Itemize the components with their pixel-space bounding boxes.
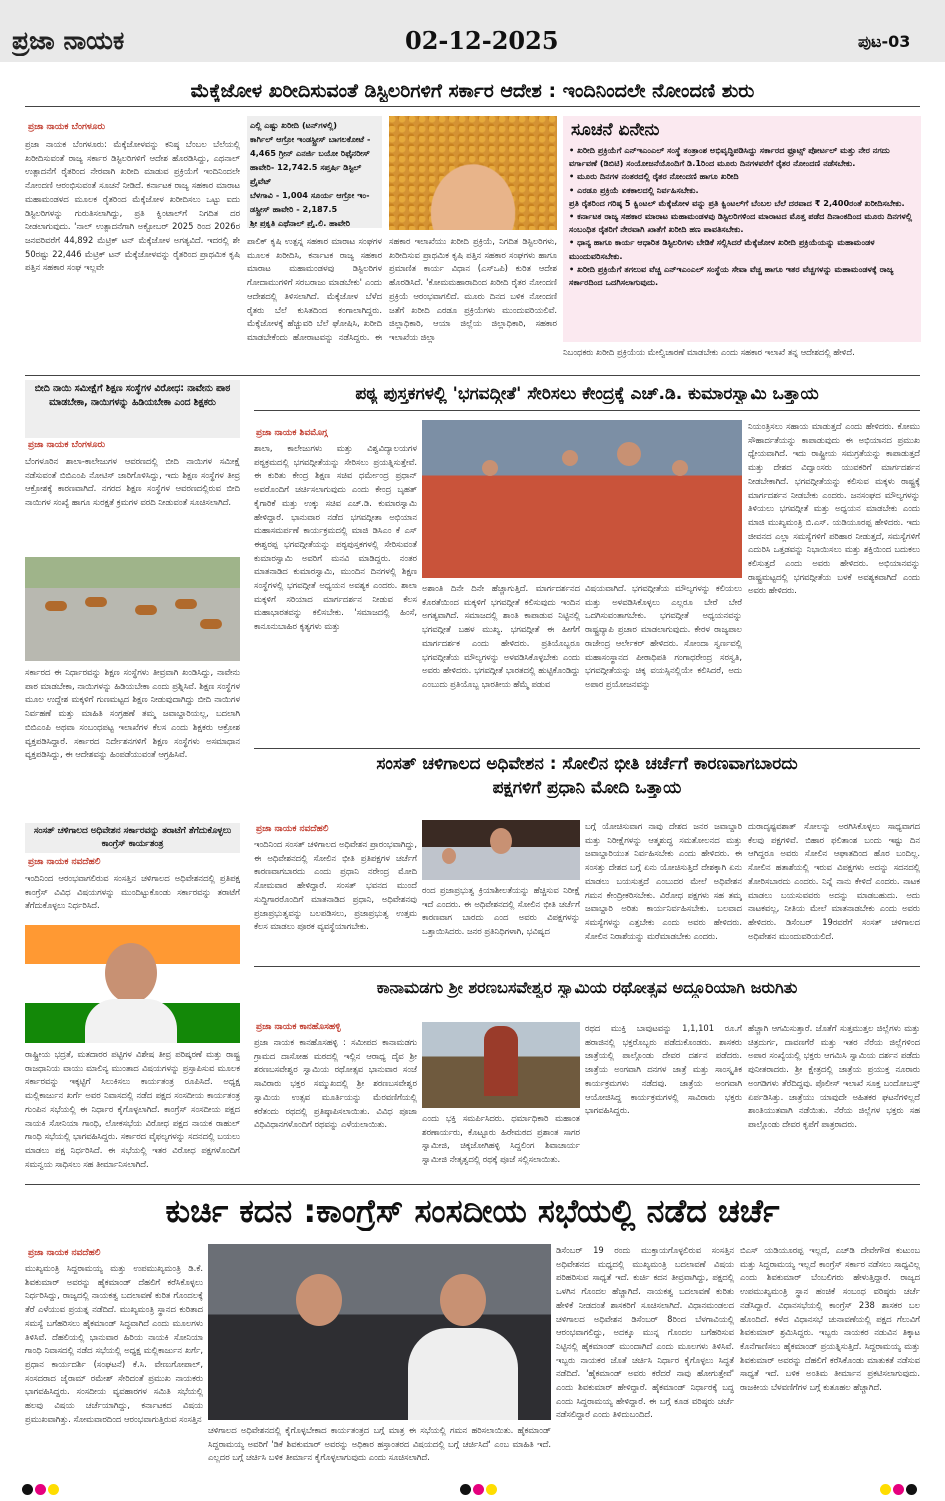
notes-list	[563, 144, 921, 289]
dogs-para1: ಬೆಂಗಳೂರಿನ ಶಾಲಾ-ಕಾಲೇಜುಗಳ ಆವರಣದಲ್ಲಿ ಬೀದಿ ನಾಯಿಗಳ ಸಮೀಕ್ಷೆ ನಡೆಸುವಂತೆ ಬಿಬಿಎಂಪಿ ನೋಟಿಸ್ ಜಾರಿಗೊಳಿಸಿದ್ದು, ಇದು ಶಿಕ್ಷಣ ಸಂಸ್ಥೆಗಳ ತೀವ್ರ ಆಕ್ರೋಶಕ್ಕೆ ಕಾರಣವಾಗಿದೆ. ನಗರದ ಶಿಕ್ಷಣ ಸಂಸ್ಥೆಗಳ ಆವರಣದಲ್ಲಿರುವ ಬೀದಿ ನಾಯಿಗಳ ಸಂಖ್ಯೆ ಹಾಗೂ ಸುರಕ್ಷತೆ ಕ್ರಮಗಳ ವರದಿ ನೀಡುವಂತೆ ಸೂಚಿಸಲಾಗಿದೆ.	[25, 456, 240, 508]
modi-photo	[422, 820, 580, 880]
maize-tail: ನಿಬಂಧಕರು ಖರೀದಿ ಪ್ರಕ್ರಿಯೆಯ ಮೇಲ್ವಿಚಾರಣೆ ಮಾಡಬೇಕು ಎಂದು ಸಹಕಾರ ಇಲಾಖೆ ತನ್ನ ಆದೇಶದಲ್ಲಿ ಹೇಳಿದೆ.	[563, 347, 855, 357]
note-item: ಪ್ರತಿ ರೈತರಿಂದ ಗರಿಷ್ಠ 5 ಕ್ವಿಂಟಲ್ ಮೆಕ್ಕೆಜೋಳ ವನ್ನು ಪ್ರತಿ ಕ್ವಿಂಟಲ್‌ಗೆ ಬೆಂಬಲ ಬೆಲೆ ದರವಾದ ₹ 2,400ರಂತೆ ಖರೀದಿಸಬೇಕು.	[569, 197, 905, 208]
maize-col2: ಪಾಲಿಕ್ ಕೃಷಿ ಉತ್ಪನ್ನ ಸಹಕಾರ ಮಾರಾಟ ಸಂಘಗಳ ಮೂಲಕ ಖರೀದಿಸಿ, ಕರ್ನಾಟಕ ರಾಜ್ಯ ಸಹಕಾರ ಮಾರಾಟ ಮಹಾಮಂಡಳವು ಡಿಸ್ಟಿಲರಿಗಳ ಗೋದಾಮುಗಳಿಗೆ ಸರಬರಾಜು ಮಾಡಬೇಕು' ಎಂದು ಆದೇಶದಲ್ಲಿ ತಿಳಿಸಲಾಗಿದೆ. ಮೆಕ್ಕೆಜೋಳ ಬೆಳೆದ ರೈತರು ಬೆಲೆ ಕುಸಿತದಿಂದ ಕಂಗಾಲಾಗಿದ್ದರು. ಮೆಕ್ಕೆಜೋಳಕ್ಕೆ ಹೆಚ್ಚುವರಿ ಬೆಲೆ ಘೋಷಿಸಿ, ಖರೀದಿ ಮಾಡಬೇಕೆಂದು ಹೋರಾಟವನ್ನು ನಡೆಸಿದ್ದರು. ಈ	[247, 236, 382, 342]
note-item: • ಖರೀದಿ ಪ್ರಕ್ರಿಯೆಗೆ ತಗಲುವ ವೆಚ್ಚ ಎನ್‌ಇಎಂಎಲ್ ಸಂಸ್ಥೆಯ ಸೇವಾ ವೆಚ್ಚ ಹಾಗೂ ಇತರ ವೆಚ್ಚಗಳನ್ನು ಮಹಾಮಂಡಳಕ್ಕೆ ರಾಜ್ಯ ಸರ್ಕಾರದಿಂದ ಒದಗಿಸಲಾಗುವುದು.	[569, 263, 894, 288]
gita-col2: ಅಶಾಂತಿ ದಿನೇ ದಿನೇ ಹೆಚ್ಚಾಗುತ್ತಿದೆ. ಮಾರ್ಗದರ್ಶನದ ಕೊರತೆಯಿಂದ ಮಕ್ಕಳಿಗೆ ಭಗವದ್ಗೀತೆ ಕಲಿಸುವುದು ಇಂದಿನ ಅಗತ್ಯವಾಗಿದೆ. ಸಮಾಜದಲ್ಲಿ ಶಾಂತಿ ಕಾಪಾಡುವ ನಿಟ್ಟಿನಲ್ಲಿ ಭಗವದ್ಗೀತೆ ಬಹಳ ಮುಖ್ಯ. ಭಗವದ್ಗೀತೆ ಈ ಹೀಗೆಗೆ ಮಾರ್ಗದರ್ಶಕ ಎಂದು ಹೇಳಿದರು. ಪ್ರತಿಯೊಬ್ಬರೂ ಭಗವದ್ಗೀತೆಯ ಮೌಲ್ಯಗಳನ್ನು ಅಳವಡಿಸಿಕೊಳ್ಳಬೇಕು ಎಂದು ಅವರು ಹೇಳಿದರು. ಭಗವದ್ಗೀತೆ ಭಾರತದಲ್ಲಿ ಹುಟ್ಟಿಕೊಂಡಿದ್ದು ಎಂಬುದು ಪ್ರತಿಯೊಬ್ಬ ಭಾರತೀಯ ಹೆಮ್ಮೆ ಪಡುವ	[422, 583, 580, 689]
kurchi-col4: ಬಿಎಸ್ ಯಡಿಯೂರಪ್ಪ ಇಲ್ಲದೆ, ಎಚ್‌ಡಿ ದೇವೇಗೌಡ ಕುಟುಂಬ ಮತ್ತು ಸಿದ್ದರಾಮಯ್ಯ ಇಲ್ಲದೆ ಕಾಂಗ್ರೆಸ್ ಸರ್ಕಾರ ನಡೆಸಲು ಸಾಧ್ಯವಿಲ್ಲ ಎಂದು ಶಿವಕುಮಾರ್ ಬೆಂಬಲಿಗರು ಹೇಳುತ್ತಿದ್ದಾರೆ. ರಾಜ್ಯದ ಉಪಮುಖ್ಯಮಂತ್ರಿ ಸ್ಥಾನ ಹಂಚಿಕೆ ಸಂಬಂಧ ವರಿಷ್ಠರು ಚರ್ಚೆ ನಡೆಸಿದ್ದಾರೆ. ವಿಧಾನಸಭೆಯಲ್ಲಿ ಕಾಂಗ್ರೆಸ್ 238 ಶಾಸಕರ ಬಲ ಹೊಂದಿದೆ. ಕಳೆದ ವಿಧಾನಸಭೆ ಚುನಾವಣೆಯಲ್ಲಿ ಪಕ್ಷದ ಗೆಲುವಿಗೆ ಶಿವಕುಮಾರ್ ಶ್ರಮಿಸಿದ್ದರು. ಇಬ್ಬರು ನಾಯಕರ ನಡುವಿನ ತಿಕ್ಕಾಟ ಕೊನೆಗಾಣಿಸಲು ಹೈಕಮಾಂಡ್ ಪ್ರಯತ್ನಿಸುತ್ತಿದೆ. ಸಿದ್ದರಾಮಯ್ಯ ಮತ್ತು ಶಿವಕುಮಾರ್ ಅವರನ್ನು ದೆಹಲಿಗೆ ಕರೆಸಿಕೊಂಡು ಮಾತುಕತೆ ನಡೆಸುವ ಸಾಧ್ಯತೆ ಇದೆ. ಬಳಿಕ ಅಂತಿಮ ತೀರ್ಮಾನ ಪ್ರಕಟಿಸಲಾಗುವುದು. ರಾಜಕೀಯ ಬೆಳವಣಿಗೆಗಳ ಬಗ್ಗೆ ಕುತೂಹಲ ಹೆಚ್ಚಾಗಿದೆ.	[740, 1245, 920, 1393]
session-col1: ಇಂದಿನಿಂದ ಸಂಸತ್ ಚಳಿಗಾಲದ ಅಧಿವೇಶನ ಪ್ರಾರಂಭವಾಗಿದ್ದು, ಈ ಅಧಿವೇಶನದಲ್ಲಿ ಸೋಲಿನ ಭೀತಿ ಪ್ರತಿಪಕ್ಷಗಳ ಚರ್ಚೆಗೆ ಕಾರಣವಾಗಬಾರದು ಎಂದು ಪ್ರಧಾನಿ ನರೇಂದ್ರ ಮೋದಿ ಸೋಮವಾರ ಹೇಳಿದ್ದಾರೆ. ಸಂಸತ್ ಭವನದ ಮುಂದೆ ಸುದ್ದಿಗಾರರೊಂದಿಗೆ ಮಾತನಾಡಿದ ಪ್ರಧಾನಿ, ಅಧಿವೇಶನವು ಪ್ರಜಾಪ್ರಭುತ್ವವನ್ನು ಬಲಪಡಿಸಲು, ಪ್ರಜಾಪ್ರಭುತ್ವ ಉತ್ತಮ ಕೆಲಸ ಮಾಡಲು ಪೂರಕ ವ್ಯವಸ್ಥೆಯಾಗಬೇಕು.	[254, 839, 417, 932]
reg-dot	[35, 1484, 46, 1495]
reg-dot	[22, 1484, 33, 1495]
dogs-byline: ಪ್ರಜಾ ನಾಯಕ ಬೆಂಗಳೂರು	[28, 440, 106, 450]
chariot-byline: ಪ್ರಜಾ ನಾಯಕ ಕಾನಹೊಸಹಳ್ಳಿ	[256, 1022, 341, 1032]
reg-dot	[906, 1484, 917, 1495]
divider	[25, 375, 920, 376]
dogs-photo	[25, 557, 240, 661]
stat-line: ಕಾರ್ಗಿಲ್ ಆಗ್ರೋ ಇಂಡಸ್ಟ್ರೀಸ್ ಬಾಗಲಕೋಟೆ -	[250, 134, 371, 144]
congress-para1: ಇಂದಿನಿಂದ ಆರಂಭವಾಗಲಿರುವ ಸಂಸತ್ತಿನ ಚಳಿಗಾಲದ ಅಧಿವೇಶನದಲ್ಲಿ ಪ್ರತಿಪಕ್ಷ ಕಾಂಗ್ರೆಸ್ ವಿವಿಧ ವಿಷಯಗಳನ್ನು ಮುಂದಿಟ್ಟುಕೊಂಡು ಸರ್ಕಾರವನ್ನು ತರಾಟೆಗೆ ತೆಗೆದುಕೊಳ್ಳಲು ನಿರ್ಧರಿಸಿದೆ.	[25, 873, 240, 911]
divider	[254, 966, 920, 967]
kharge-photo	[25, 925, 240, 1043]
congress-para2: ರಾಷ್ಟ್ರೀಯ ಭದ್ರತೆ, ಮತದಾರರ ಪಟ್ಟಿಗಳ ವಿಶೇಷ ತೀವ್ರ ಪರಿಷ್ಕರಣೆ ಮತ್ತು ರಾಷ್ಟ್ರ ರಾಜಧಾನಿಯ ವಾಯು ಮಾಲಿನ್ಯ ಮುಂತಾದ ವಿಷಯಗಳನ್ನು ಪ್ರಸ್ತಾಪಿಸುವ ಮೂಲಕ ಸರ್ಕಾರವನ್ನು ಇಕ್ಕಟ್ಟಿಗೆ ಸಿಲುಕಿಸಲು ಕಾರ್ಯತಂತ್ರ ರೂಪಿಸಿದೆ. ಅಧ್ಯಕ್ಷ ಮಲ್ಲಿಕಾರ್ಜುನ ಖರ್ಗೆ ಅವರ ನಿವಾಸದಲ್ಲಿ ನಡೆದ ಪಕ್ಷದ ಸಂಸದೀಯ ಕಾರ್ಯತಂತ್ರ ಗುಂಪಿನ ಸಭೆಯಲ್ಲಿ ಈ ನಿರ್ಧಾರ ಕೈಗೊಳ್ಳಲಾಗಿದೆ. ಕಾಂಗ್ರೆಸ್ ಸಂಸದೀಯ ಪಕ್ಷದ ನಾಯಕಿ ಸೋನಿಯಾ ಗಾಂಧಿ, ಲೋಕಸಭೆಯ ವಿರೋಧ ಪಕ್ಷದ ನಾಯಕ ರಾಹುಲ್ ಗಾಂಧಿ ಸಭೆಯಲ್ಲಿ ಭಾಗವಹಿಸಿದ್ದರು. ಸರ್ಕಾರದ ವೈಫಲ್ಯಗಳನ್ನು ಸದನದಲ್ಲಿ ಬಯಲು ಮಾಡಲು ಪಕ್ಷ ನಿರ್ಧರಿಸಿದೆ. ಈ ಸಭೆಯಲ್ಲಿ ಇತರ ವಿರೋಧ ಪಕ್ಷಗಳೊಂದಿಗೆ ಸಮನ್ವಯ ಸಾಧಿಸಲು ಸಹ ತೀರ್ಮಾನಿಸಲಾಗಿದೆ.	[25, 1049, 240, 1169]
note-item: • ಎರಡೂ ಪ್ರಕ್ರಿಯೆ ಏಕಕಾಲದಲ್ಲಿ ನಿರ್ವಹಿಸಬೇಕು.	[569, 184, 699, 195]
kurchi-col1: ಮುಖ್ಯಮಂತ್ರಿ ಸಿದ್ದರಾಮಯ್ಯ ಮತ್ತು ಉಪಮುಖ್ಯಮಂತ್ರಿ ಡಿ.ಕೆ. ಶಿವಕುಮಾರ್ ಅವರನ್ನು ಹೈಕಮಾಂಡ್ ದೆಹಲಿಗೆ ಕರೆಸಿಕೊಳ್ಳಲು ನಿರ್ಧರಿಸಿದ್ದು, ರಾಜ್ಯದಲ್ಲಿ ನಾಯಕತ್ವ ಬದಲಾವಣೆ ಕುರಿತ ಗೊಂದಲಕ್ಕೆ ತೆರೆ ಎಳೆಯುವ ಪ್ರಯತ್ನ ನಡೆದಿದೆ. ಮುಖ್ಯಮಂತ್ರಿ ಸ್ಥಾನದ ಕುರಿತಾದ ಸಮಸ್ಯೆ ಬಗೆಹರಿಸಲು ಹೈಕಮಾಂಡ್ ಸಿದ್ಧವಾಗಿದೆ ಎಂದು ಮೂಲಗಳು ತಿಳಿಸಿವೆ. ದೆಹಲಿಯಲ್ಲಿ ಭಾನುವಾರ ಹಿರಿಯ ನಾಯಕಿ ಸೋನಿಯಾ ಗಾಂಧಿ ನಿವಾಸದಲ್ಲಿ ನಡೆದ ಸಭೆಯಲ್ಲಿ ಅಧ್ಯಕ್ಷ ಮಲ್ಲಿಕಾರ್ಜುನ ಖರ್ಗೆ, ಪ್ರಧಾನ ಕಾರ್ಯದರ್ಶಿ (ಸಂಘಟನೆ) ಕೆ.ಸಿ. ವೇಣುಗೋಪಾಲ್, ಸಂಸದರಾದ ಜೈರಾಮ್ ರಮೇಶ್ ಸೇರಿದಂತೆ ಪ್ರಮುಖ ನಾಯಕರು ಭಾಗವಹಿಸಿದ್ದರು. ಸಂಸದೀಯ ವ್ಯವಹಾರಗಳ ಸಮಿತಿ ಸಭೆಯಲ್ಲಿ ಹಲವು ವಿಷಯ ಚರ್ಚೆಯಾಗಿದ್ದು, ಕರ್ನಾಟಕದ ವಿಷಯ ಪ್ರಮುಖವಾಗಿತ್ತು. ಸೋಮವಾರದಿಂದ ಆರಂಭವಾಗುತ್ತಿರುವ ಸಂಸತ್ತಿನ	[25, 1263, 203, 1424]
session-headline-2: ಪಕ್ಷಗಳಿಗೆ ಪ್ರಧಾನಿ ಮೋದಿ ಒತ್ತಾಯ	[492, 778, 682, 798]
gita-byline: ಪ್ರಜಾ ನಾಯಕ ಶಿವಮೊಗ್ಗ	[256, 428, 328, 438]
reg-dot	[880, 1484, 891, 1495]
congress-headline-box	[25, 823, 240, 853]
stat-line: 4,465 ಗ್ರೀನ್ ಎನರ್ಜಿ ಬಯೋ ರಿಫೈನರೀಸ್	[250, 148, 370, 158]
maize-stat-list	[247, 116, 382, 228]
newspaper-name: ಪ್ರಜಾ ನಾಯಕ	[12, 26, 125, 55]
maize-stat-box	[247, 116, 382, 228]
kurchi-headline: ಕುರ್ಚಿ ಕದನ :ಕಾಂಗ್ರೆಸ್ ಸಂಸದೀಯ ಸಭೆಯಲ್ಲಿ ನಡೆದ ಚರ್ಚೆ	[165, 1192, 780, 1230]
divider	[25, 1184, 920, 1185]
dogs-headline-box	[25, 380, 240, 438]
stat-line: ಡಸ್ಟ್ರೀಸ್ ಹಾವೇರಿ - 2,187.5	[250, 204, 338, 214]
chariot-photo	[422, 1022, 580, 1108]
kurchi-caption: ಚಳಿಗಾಲದ ಅಧಿವೇಶನದಲ್ಲಿ ಕೈಗೊಳ್ಳಬೇಕಾದ ಕಾರ್ಯತಂತ್ರದ ಬಗ್ಗೆ ಮಾತ್ರ ಈ ಸಭೆಯಲ್ಲಿ ಗಮನ ಹರಿಸಲಾಯಿತು. ಹೈಕಮಾಂಡ್ ಸಿದ್ದರಾಮಯ್ಯ ಅವರಿಗೆ 'ಡಿಕೆ ಶಿವಕುಮಾರ್ ಅವರನ್ನು ಅಧಿಕಾರ ಹಸ್ತಾಂತರದ ವಿಷಯದಲ್ಲಿ ಬಗ್ಗೆ ಚರ್ಚಿಸಿದೆ' ಎಂಬ ಮಾಹಿತಿ ಇದೆ. ಎಲ್ಲದರ ಬಗ್ಗೆ ಚರ್ಚಿಸಿ ಬಳಿಕ ತೀರ್ಮಾನ ಕೈಗೊಳ್ಳಲಾಗುವುದು ಎಂದು ಸೂಚಿಸಲಾಗಿದೆ.	[208, 1425, 551, 1463]
stat-line: ಬೆಳಗಾವಿ - 1,004 ಸೂರ್ಯ ಆಗ್ರೋ ಇಂ-	[250, 190, 370, 200]
reg-dot	[486, 1484, 497, 1495]
gita-headline: ಪಠ್ಯ ಪುಸ್ತಕಗಳಲ್ಲಿ 'ಭಗವದ್ಗೀತೆ' ಸೇರಿಸಲು ಕೇಂದ್ರಕ್ಕೆ ಎಚ್.ಡಿ. ಕುಮಾರಸ್ವಾಮಿ ಒತ್ತಾಯ	[355, 384, 819, 404]
kurchi-col3: ಡಿಸೆಂಬರ್ 19 ರಂದು ಮುಕ್ತಾಯಗೊಳ್ಳಲಿರುವ ಸಂಸತ್ತಿನ ಅಧಿವೇಶನದ ಮಧ್ಯದಲ್ಲಿ ಮುಖ್ಯಮಂತ್ರಿ ಬದಲಾವಣೆ ವಿಷಯ ಪರಿಹರಿಸುವ ಸಾಧ್ಯತೆ ಇದೆ. ಕುರ್ಚಿ ಕದನ ತೀವ್ರವಾಗಿದ್ದು, ಪಕ್ಷದಲ್ಲಿ ಒಳಗಿನ ಗೊಂದಲ ಹೆಚ್ಚಾಗಿದೆ. ನಾಯಕತ್ವ ಬದಲಾವಣೆ ಕುರಿತು ಹೇಳಿಕೆ ನೀಡದಂತೆ ಶಾಸಕರಿಗೆ ಸೂಚಿಸಲಾಗಿದೆ. ವಿಧಾನಮಂಡಲದ ಚಳಿಗಾಲದ ಅಧಿವೇಶನ ಡಿಸೆಂಬರ್ 8ರಿಂದ ಬೆಳಗಾವಿಯಲ್ಲಿ ಆರಂಭವಾಗಲಿದ್ದು, ಅದಕ್ಕೂ ಮುನ್ನ ಗೊಂದಲ ಬಗೆಹರಿಸುವ ನಿಟ್ಟಿನಲ್ಲಿ ಹೈಕಮಾಂಡ್ ಮುಂದಾಗಿದೆ ಎಂದು ಮೂಲಗಳು ತಿಳಿಸಿವೆ. ಇಬ್ಬರು ನಾಯಕರ ಜೊತೆ ಚರ್ಚಿಸಿ ನಿರ್ಧಾರ ಕೈಗೊಳ್ಳಲು ಸಿದ್ಧತೆ ನಡೆದಿದೆ. 'ಹೈಕಮಾಂಡ್ ಅವರು ಕರೆದರೆ ನಾವು ಹೋಗುತ್ತೇವೆ' ಎಂದು ಶಿವಕುಮಾರ್ ಹೇಳಿದ್ದಾರೆ. ಹೈಕಮಾಂಡ್ ನಿರ್ಧಾರಕ್ಕೆ ಬದ್ಧ ಎಂದು ಸಿದ್ದರಾಮಯ್ಯ ಹೇಳಿದ್ದಾರೆ. ಈ ಬಗ್ಗೆ ಕೂಡ ವರಿಷ್ಠರು ಚರ್ಚೆ ನಡೆಸಲಿದ್ದಾರೆ ಎಂದು ತಿಳಿದುಬಂದಿದೆ.	[556, 1245, 734, 1420]
session-col3: ಬಗ್ಗೆ ಯೋಚಿಸುವಾಗ ನಾವು ದೇಶದ ಜನರ ಜವಾಬ್ದಾರಿ ಮತ್ತು ನಿರೀಕ್ಷೆಗಳನ್ನು ಆತ್ಮಶುದ್ಧ ಸಮತೋಲನದ ಮತ್ತು ಜವಾಬ್ದಾರಿಯುತ ನಿರ್ವಹಿಸಬೇಕು ಎಂದು ಹೇಳಿದರು. ಈ ಸಂಸತ್ತು ದೇಶದ ಬಗ್ಗೆ ಏನು ಯೋಚಿಸುತ್ತಿದೆ ದೇಶಕ್ಕಾಗಿ ಏನು ಮಾಡಲು ಬಯಸುತ್ತದೆ ಎಂಬುದರ ಮೇಲೆ ಅಧಿವೇಶನ ಗಮನ ಕೇಂದ್ರೀಕರಿಸಬೇಕು. ವಿರೋಧ ಪಕ್ಷಗಳು ಸಹ ತಮ್ಮ ಜವಾಬ್ದಾರಿ ಅರಿತು ಕಾರ್ಯನಿರ್ವಹಿಸಬೇಕು. ಬಲವಾದ ಸಮಸ್ಯೆಗಳನ್ನು ಎತ್ತಬೇಕು ಎಂದು ಅವರು ಹೇಳಿದರು. ಸೋಲಿನ ನಿರಾಶೆಯನ್ನು ಮರೆಮಾಡಬೇಕು ಎಂದರು.	[585, 821, 742, 941]
note-item: • ಖರೀದಿ ಪ್ರಕ್ರಿಯೆಗೆ ಎನ್‌ಇಎಂಎಲ್ ಸಂಸ್ಥೆ ತಂತ್ರಾಂಶ ಅಭಿವೃದ್ಧಿಪಡಿಸಿದ್ದು ಸರ್ಕಾರದ ಫ್ರೂಟ್ಸ್ ಪೋರ್ಟಲ್ ಮತ್ತು ನೇರ ನಗದು ವರ್ಗಾವಣೆ (ಡಿಬಿಟಿ) ಸಂಯೋಜನೆಯೊಂದಿಗೆ ಡಿ.1ರಿಂದ ಮೂರು ದಿನಗಳವರೆಗೆ ರೈತರ ನೋಂದಣಿ ನಡೆಸಬೇಕು.	[569, 145, 890, 169]
gita-event-photo	[422, 420, 742, 578]
chariot-col1: ಪ್ರಜಾ ನಾಯಕ ಕಾನಹೊಸಹಳ್ಳಿ : ಸಮೀಪದ ಕಾನಾಮಡಗು ಗ್ರಾಮದ ದಾಸೋಹ ಮಠದಲ್ಲಿ ಇಲ್ಲಿನ ಆರಾಧ್ಯ ದೈವ ಶ್ರೀ ಶರಣಬಸವೇಶ್ವರ ಸ್ವಾಮಿಯ ರಥೋತ್ಸವ ಭಾನುವಾರ ಸಂಜೆ ಸಾವಿರಾರು ಭಕ್ತರ ಸಮ್ಮುಖದಲ್ಲಿ ಶ್ರೀ ಶರಣಬಸವೇಶ್ವರ ಸ್ವಾಮಿಯ ಉತ್ಸವ ಮೂರ್ತಿಯನ್ನು ಮೆರವಣಿಗೆಯಲ್ಲಿ ಕರೆತಂದು ರಥದಲ್ಲಿ ಪ್ರತಿಷ್ಠಾಪಿಸಲಾಯಿತು. ವಿವಿಧ ಪೂಜಾ ವಿಧಿವಿಧಾನಗಳೊಂದಿಗೆ ರಥವನ್ನು ಎಳೆಯಲಾಯಿತು.	[254, 1037, 417, 1130]
reg-dot	[893, 1484, 904, 1495]
session-col4: ದುರಾದೃಷ್ಟವಶಾತ್ ಸೋಲನ್ನು ಅರಗಿಸಿಕೊಳ್ಳಲು ಸಾಧ್ಯವಾಗದ ಕೆಲವು ಪಕ್ಷಗಳಿವೆ. ಬಿಹಾರ ಫಲಿತಾಂಶ ಬಂದು ಇಷ್ಟು ದಿನ ಆಗಿದ್ದರೂ ಅವರು ಸೋಲಿನ ಆಘಾತದಿಂದ ಹೊರ ಬಂದಿಲ್ಲ. ಸೋಲಿನ ಹತಾಶೆಯಲ್ಲಿ ಇರುವ ವಿಪಕ್ಷಗಳು ಅದನ್ನು ಸದನದಲ್ಲಿ ತೋರಿಸಬಾರದು ಎಂದರು. ನಿನ್ನೆ ನಾನು ಕೇಳಿದೆ ಎಂದರು. ನಾಟಕ ಮಾಡಲು ಬಯಸುವವರು ಅದನ್ನು ಮಾಡಬಹುದು. ಅದು ನಾಟಕವಲ್ಲ, ನೀತಿಯ ಮೇಲೆ ಮಾತನಾಡಬೇಕು ಎಂದು ಅವರು ಹೇಳಿದರು. ಡಿಸೆಂಬರ್ 19ರವರೆಗೆ ಸಂಸತ್ ಚಳಿಗಾಲದ ಅಧಿವೇಶನ ಮುಂದುವರಿಯಲಿದೆ.	[748, 821, 920, 941]
session-headline-1: ಸಂಸತ್ ಚಳಿಗಾಲದ ಅಧಿವೇಶನ : ಸೋಲಿನ ಭೀತಿ ಚರ್ಚೆಗೆ ಕಾರಣವಾಗಬಾರದು	[376, 754, 798, 774]
hand-shape	[389, 116, 557, 230]
gita-col4: ನಿಯಂತ್ರಿಸಲು ಸಹಾಯ ಮಾಡುತ್ತದೆ ಎಂದು ಹೇಳಿದರು. ಕೋಮು ಸೌಹಾರ್ದತೆಯನ್ನು ಕಾಪಾಡುವುದು ಈ ಅಭಿಯಾನದ ಪ್ರಮುಖ ಧ್ಯೇಯವಾಗಿದೆ. ಇದು ರಾಷ್ಟ್ರೀಯ ಸಮಗ್ರತೆಯನ್ನು ಕಾಪಾಡುತ್ತದೆ ಮತ್ತು ದೇಶದ ವಿದ್ವಾಂಸರು ಯುವಕರಿಗೆ ಮಾರ್ಗದರ್ಶನ ನೀಡಬೇಕಾಗಿದೆ. ಭಗವದ್ಗೀತೆಯನ್ನು ಕಲಿಸುವ ಮಕ್ಕಳು ರಾಷ್ಟ್ರಕ್ಕೆ ಮಾರ್ಗದರ್ಶನ ನೀಡಬೇಕು ಎಂದರು. ಜನಸಂಘದ ಮೌಲ್ಯಗಳನ್ನು ತಿಳಿಯಲು ಭಗವದ್ಗೀತೆ ಮತ್ತು ಅಧ್ಯಯನ ಮಾಡಬೇಕು ಎಂದು ಮಾಜಿ ಮುಖ್ಯಮಂತ್ರಿ ಬಿ.ಎಸ್. ಯಡಿಯೂರಪ್ಪ ಹೇಳಿದರು. ಇದು ಜೀವನದ ಎಲ್ಲಾ ಸಮಸ್ಯೆಗಳಿಗೆ ಪರಿಹಾರ ನೀಡುತ್ತದೆ, ಸಮಸ್ಯೆಗಳಿಗೆ ಎದುರಿಸಿ ಒತ್ತಡವನ್ನು ನಿಭಾಯಿಸಲು ಮತ್ತು ಶಕ್ತಿಯಿಂದ ಬದುಕಲು ಕಲಿಸುತ್ತದೆ ಎಂದು ಅವರು ಹೇಳಿದರು. ಅಭಿಯಾನವನ್ನು ರಾಷ್ಟ್ರಮಟ್ಟದಲ್ಲಿ ಭಗವದ್ಗೀತೆಯ ಬಳಕೆ ಅವಶ್ಯಕವಾಗಿದೆ ಎಂದು ಅವರು ಹೇಳಿದರು.	[748, 421, 920, 596]
issue-date: 02-12-2025	[405, 26, 559, 55]
leaders-photo	[208, 1244, 551, 1420]
stat-line: ಎಲ್ಲಿ ಎಷ್ಟು ಖರೀದಿ (ಟನ್‌ಗಳಲ್ಲಿ)	[250, 120, 338, 130]
maize-headline: ಮೆಕ್ಕೆಜೋಳ ಖರೀದಿಸುವಂತೆ ಡಿಸ್ಟಿಲರಿಗಳಿಗೆ ಸರ್ಕಾರ ಆದೇಶ : ಇಂದಿನಿಂದಲೇ ನೋಂದಣಿ ಶುರು	[190, 80, 755, 102]
reg-dot	[48, 1484, 59, 1495]
congress-byline: ಪ್ರಜಾ ನಾಯಕ ನವದೆಹಲಿ	[28, 857, 101, 867]
divider	[254, 748, 920, 749]
note-item: • ಕರ್ನಾಟಕ ರಾಜ್ಯ ಸಹಕಾರ ಮಾರಾಟ ಮಹಾಮಂಡಳವು ಡಿಸ್ಟಿಲರಿಗಳಿಂದ ಮಾರಾಟದ ಮೊತ್ತ ಪಡೆದ ದಿನಾಂಕದಿಂದ ಮೂರು ದಿನಗಳಲ್ಲಿ ಸಂಬಂಧಿತ ರೈತರಿಗೆ ನೇರವಾಗಿ ಖಾತೆಗೆ ಖರೀದಿ ಹಣ ಪಾವತಿಸಬೇಕು.	[569, 211, 913, 235]
reg-dot	[473, 1484, 484, 1495]
congress-headline: ಸಂಸತ್ ಚಳಿಗಾಲದ ಅಧಿವೇಶನ ಸರ್ಕಾರವನ್ನು ತರಾಟೆಗೆ ತೆಗೆದುಕೊಳ್ಳಲು ಕಾಂಗ್ರೆಸ್ ಕಾರ್ಯತಂತ್ರ	[33, 826, 232, 849]
gita-col3: ವಿಷಯವಾಗಿದೆ. ಭಗವದ್ಗೀತೆಯ ಮೌಲ್ಯಗಳನ್ನು ಕಲಿಯಲು ಮತ್ತು ಅಳವಡಿಸಿಕೊಳ್ಳಲು ಎಲ್ಲರೂ ಬೇರೆ ಬೇರೆ ಒದಗಿಸುವಂತಾಗಬೇಕು. ಭಗವದ್ಗೀತೆ ಅಧ್ಯಯನವನ್ನು ರಾಷ್ಟ್ರವ್ಯಾಪಿ ಪ್ರಚಾರ ಮಾಡಲಾಗುವುದು. ಕೇರಳ ರಾಜ್ಯಪಾಲ ರಾಜೇಂದ್ರ ಆರ್ಲೇಕರ್ ಹೇಳಿದರು. ಸೋಂದಾ ಸ್ವರ್ಣವಲ್ಲಿ ಮಹಾಸಂಸ್ಥಾನದ ಪೀಠಾಧಿಪತಿ ಗಂಗಾಧರೇಂದ್ರ ಸರಸ್ವತಿ, ಭಗವದ್ಗೀತೆಯನ್ನು ಚಿಕ್ಕ ವಯಸ್ಸಿನಲ್ಲಿಯೇ ಕಲಿಸಿದರೆ, ಅದು ಅಪಾರ ಪ್ರಯೋಜನವನ್ನು	[585, 583, 742, 689]
session-col2: ರಂದ ಪ್ರಜಾಪ್ರಭುತ್ವ ಕ್ರಿಯಾಶೀಲತೆಯನ್ನು ಹೆಚ್ಚಿಸುವ ನಿರೀಕ್ಷೆ ಇದೆ ಎಂದರು. ಈ ಅಧಿವೇಶನದಲ್ಲಿ ಸೋಲಿನ ಭೀತಿ ಚರ್ಚೆಗೆ ಕಾರಣವಾಗ ಬಾರದು ಎಂದ ಅವರು ವಿಪಕ್ಷಗಳನ್ನು ಒತ್ತಾಯಿಸಿದರು. ಜನರ ಪ್ರತಿನಿಧಿಗಳಾಗಿ, ಭವಿಷ್ಯದ	[422, 885, 580, 937]
notes-title: ಸೂಚನೆ ಏನೇನು	[571, 120, 660, 140]
divider	[25, 106, 920, 107]
kurchi-byline: ಪ್ರಜಾ ನಾಯಕ ನವದೆಹಲಿ	[28, 1248, 101, 1258]
chariot-col4: ಹೆಚ್ಚಾಗಿ ಆಗಮಿಸುತ್ತಾರೆ. ಜೊತೆಗೆ ಸುತ್ತಮುತ್ತಲ ಜಿಲ್ಲೆಗಳು ಮತ್ತು ಚಿತ್ರದುರ್ಗ, ದಾವಣಗೆರೆ ಮತ್ತು ಇತರ ನೆರೆಯ ಜಿಲ್ಲೆಗಳಿಂದ ಅಪಾರ ಸಂಖ್ಯೆಯಲ್ಲಿ ಭಕ್ತರು ಆಗಮಿಸಿ ಸ್ವಾಮಿಯ ದರ್ಶನ ಪಡೆದು ಪುನೀತರಾದರು. ಶ್ರೀ ಕ್ಷೇತ್ರದಲ್ಲಿ ಜಾತ್ರೆಯ ಪ್ರಯುಕ್ತ ನೂರಾರು ಅಂಗಡಿಗಳು ತೆರೆದಿದ್ದವು. ಪೊಲೀಸ್ ಇಲಾಖೆ ಸೂಕ್ತ ಬಂದೋಬಸ್ತ್ ಏರ್ಪಡಿಸಿತ್ತು. ಜಾತ್ರೆಯು ಯಾವುದೇ ಅಹಿತಕರ ಘಟನೆಗಳಿಲ್ಲದೆ ಶಾಂತಿಯುತವಾಗಿ ನಡೆಯಿತು. ನೆರೆಯ ಜಿಲ್ಲೆಗಳ ಭಕ್ತರು ಸಹ ಪಾಲ್ಗೊಂಡು ದೇವರ ಕೃಪೆಗೆ ಪಾತ್ರರಾದರು.	[748, 1023, 920, 1129]
gita-col1: ಶಾಲಾ, ಕಾಲೇಜುಗಳು ಮತ್ತು ವಿಶ್ವವಿದ್ಯಾಲಯಗಳ ಪಠ್ಯಕ್ರಮದಲ್ಲಿ ಭಗವದ್ಗೀತೆಯನ್ನು ಸೇರಿಸಲು ಪ್ರಯತ್ನಿಸುತ್ತೇವೆ. ಈ ಕುರಿತು ಕೇಂದ್ರ ಶಿಕ್ಷಣ ಸಚಿವ ಧರ್ಮೇಂದ್ರ ಪ್ರಧಾನ್ ಅವರೊಂದಿಗೆ ಚರ್ಚಿಸಲಾಗುವುದು ಎಂದು ಕೇಂದ್ರ ಬೃಹತ್ ಕೈಗಾರಿಕೆ ಮತ್ತು ಉಕ್ಕು ಸಚಿವ ಎಚ್.ಡಿ. ಕುಮಾರಸ್ವಾಮಿ ಹೇಳಿದ್ದಾರೆ. ಭಾನುವಾರ ನಡೆದ ಭಗವದ್ಗೀತಾ ಅಭಿಯಾನ ಮಹಾಸಮರ್ಪಣೆ ಕಾರ್ಯಕ್ರಮದಲ್ಲಿ ಮಾಜಿ ಡಿಸಿಎಂ ಕೆ ಎಸ್ ಈಶ್ವರಪ್ಪ ಭಗವದ್ಗೀತೆಯನ್ನು ಪಠ್ಯಪುಸ್ತಕಗಳಲ್ಲಿ ಸೇರಿಸುವಂತೆ ಕುಮಾರಸ್ವಾಮಿ ಅವರಿಗೆ ಮನವಿ ಮಾಡಿದ್ದರು. ನಂತರ ಮಾತನಾಡಿದ ಕುಮಾರಸ್ವಾಮಿ, ಮುಂದಿನ ದಿನಗಳಲ್ಲಿ ಶಿಕ್ಷಣ ಸಂಸ್ಥೆಗಳಲ್ಲಿ ಭಗವದ್ಗೀತೆ ಅಧ್ಯಯನ ಅವಶ್ಯಕ ಎಂದರು. ಶಾಲಾ ಮಕ್ಕಳಿಗೆ ಸರಿಯಾದ ಮಾರ್ಗದರ್ಶನ ನೀಡುವ ಕೆಲಸ ಮಹಾಭಾರತವನ್ನು ಕಲಿಸಬೇಕು. 'ಸಮಾಜದಲ್ಲಿ ಹಿಂಸೆ, ಕಾನೂನುಬಾಹಿರ ಕೃತ್ಯಗಳು ಮತ್ತು	[254, 443, 417, 632]
chariot-headline: ಕಾನಾಮಡಗು ಶ್ರೀ ಶರಣಬಸವೇಶ್ವರ ಸ್ವಾಮಿಯ ರಥೋತ್ಸವ ಅದ್ದೂರಿಯಾಗಿ ಜರುಗಿತು	[376, 978, 798, 997]
maize-byline: ಪ್ರಜಾ ನಾಯಕ ಬೆಂಗಳೂರು	[28, 122, 106, 132]
dogs-headline: ಬೀದಿ ನಾಯಿ ಸಮೀಕ್ಷೆಗೆ ಶಿಕ್ಷಣ ಸಂಸ್ಥೆಗಳ ವಿರೋಧ: ನಾವೇನು ಪಾಠ ಮಾಡಬೇಕಾ, ನಾಯಿಗಳನ್ನು ಹಿಡಿಯಬೇಕಾ ಎಂದ ಶಿಕ್ಷಕರು	[34, 383, 231, 408]
divider	[254, 410, 920, 411]
maize-photo	[389, 116, 557, 230]
stat-line: ಹಾವೇರಿ- 12,742.5 ಸಪ್ತರ್ಷಿ ಡಿಸ್ಟಿಲ್ ಪ್ರೈವೆಟ್	[250, 162, 362, 186]
note-item: • ಧಾನ್ಯ ಹಾಗೂ ಕಾರ್ಯ ಆಧಾರಿತ ಡಿಸ್ಟಿಲರಿಗಳು ಬೇಡಿಕೆ ಸಲ್ಲಿಸಿದರೆ ಮೆಕ್ಕೆಜೋಳ ಖರೀದಿ ಪ್ರಕ್ರಿಯೆಯನ್ನು ಮಹಾಮಂಡಳ ಮುಂದುವರಿಸಬೇಕು.	[569, 237, 875, 261]
notes-box	[563, 116, 921, 342]
session-byline: ಪ್ರಜಾ ನಾಯಕ ನವದೆಹಲಿ	[256, 824, 329, 834]
maize-col3: ಸಹಕಾರ ಇಲಾಖೆಯು ಖರೀದಿ ಪ್ರಕ್ರಿಯೆ, ನಿಗದಿತ ಡಿಸ್ಟಿಲರಿಗಳು, ಖರೀದಿಸುವ ಪ್ರಾಥಮಿಕ ಕೃಷಿ ಪತ್ತಿನ ಸಹಕಾರ ಸಂಘಗಳು ಹಾಗೂ ಪ್ರಮಾಣಿತ ಕಾರ್ಯ ವಿಧಾನ (ಎಸ್‌ಒಪಿ) ಕುರಿತ ಆದೇಶ ಹೊರಡಿಸಿದೆ. 'ಕೋಮಮಹಾರಾದಿಂದ ಖರೀದಿ ರೈತರ ನೋಂದಣಿ ಪ್ರಕ್ರಿಯೆ ಆರಂಭವಾಗಲಿದೆ. ಮೂರು ದಿನದ ಬಳಿಕ ನೋಂದಣಿ ಜತೆಗೆ ಖರೀದಿ ಎರಡೂ ಪ್ರಕ್ರಿಯೆಗಳು ಮುಂದುವರಿಯಲಿವೆ. ಜಿಲ್ಲಾಧಿಕಾರಿ, ಆಯಾ ಜಿಲ್ಲೆಯ ಜಿಲ್ಲಾಧಿಕಾರಿ, ಸಹಕಾರ ಇಲಾಖೆಯ ಜಿಲ್ಲಾ	[389, 236, 557, 342]
note-item: • ಮೂರು ದಿನಗಳ ನಂತರದಲ್ಲಿ ರೈತರ ನೋಂದಣಿ ಹಾಗೂ ಖರೀದಿ	[569, 171, 739, 182]
reg-dot	[460, 1484, 471, 1495]
maize-col1: ಪ್ರಜಾ ನಾಯಕ ಬೆಂಗಳೂರು: ಮೆಕ್ಕೆಜೋಳವನ್ನು ಕನಿಷ್ಠ ಬೆಂಬಲ ಬೆಲೆಯಲ್ಲಿ ಖರೀದಿಸುವಂತೆ ರಾಜ್ಯ ಸರ್ಕಾರ ಡಿಸ್ಟಿಲರಿಗಳಿಗೆ ಆದೇಶ ಹೊರಡಿಸಿದ್ದು, ಎಥನಾಲ್ ಉತ್ಪಾದನೆಗೆ ರೈತರಿಂದ ನೇರವಾಗಿ ಖರೀದಿ ಮಾಡುವ ಪ್ರಕ್ರಿಯೆಗೆ ಇಂದಿನಿಂದಲೇ ನೋಂದಣಿ ಆರಂಭಿಸುವಂತೆ ಸೂಚನೆ ನೀಡಿದೆ. ಕರ್ನಾಟಕ ರಾಜ್ಯ ಸಹಕಾರ ಮಾರಾಟ ಮಹಾಮಂಡಳದ ಮೂಲಕ ರೈತರಿಂದ ಮೆಕ್ಕೆಜೋಳ ಖರೀದಿಸಲು ಒಟ್ಟು ಐದು ಡಿಸ್ಟಿಲರಿಗಳನ್ನು ಗುರುತಿಸಲಾಗಿದ್ದು, ಪ್ರತಿ ಕ್ವಿಂಟಾಲ್‌ಗೆ ನಿಗದಿತ ದರ ನೀಡಲಾಗುವುದು. 'ನಾಲ್ ಉತ್ಪಾದನೆಗಾಗಿ ಅಕ್ಟೋಬರ್ 2025 ರಿಂದ 2026ರ ಜನವರಿವರೆಗೆ 44,892 ಮೆಟ್ರಿಕ್ ಟನ್ ಮೆಕ್ಕೆಜೋಳ ಅಗತ್ಯವಿದೆ. ಇದರಲ್ಲಿ ಶೇ 50ರಷ್ಟು 22,446 ಮೆಟ್ರಿಕ್ ಟನ್ ಮೆಕ್ಕೆಜೋಳವನ್ನು ರೈತರಿಂದ ಪ್ರಾಥಮಿಕ ಕೃಷಿ ಪತ್ತಿನ ಸಹಕಾರ ಸಂಘ ಇಲ್ಲವೇ	[25, 139, 240, 273]
chariot-col2: ಎಂದು ಭಕ್ತಿ ಸಮರ್ಪಿಸಿದರು. ಧರ್ಮಾಧಿಕಾರಿ ಮಹಾಂತ ಶರಣಾರ್ಯರು, ಕೊಟ್ಟೂರು ಹಿರೇಮಠದ ಪ್ರಶಾಂತ ಸಾಗರ ಸ್ವಾಮೀಜಿ, ಚಿಕ್ಕಜೋಗಿಹಳ್ಳಿ ಸಿದ್ದಲಿಂಗ ಶಿವಾಚಾರ್ಯ ಸ್ವಾಮೀಜಿ ನೇತೃತ್ವದಲ್ಲಿ ರಥಕ್ಕೆ ಪೂಜೆ ಸಲ್ಲಿಸಲಾಯಿತು.	[422, 1113, 580, 1165]
stat-line: ಶ್ರೀ ಪ್ರಕೃತಿ ಎಥೆನಾಲ್ ಪ್ರೈ.ಲಿ. ಹಾವೇರಿ	[250, 218, 351, 228]
page-number: ಪುಟ-03	[858, 32, 911, 51]
dogs-para2: ಸರ್ಕಾರದ ಈ ನಿರ್ಧಾರವನ್ನು ಶಿಕ್ಷಣ ಸಂಸ್ಥೆಗಳು ತೀವ್ರವಾಗಿ ಖಂಡಿಸಿದ್ದು, ನಾವೇನು ಪಾಠ ಮಾಡಬೇಕಾ, ನಾಯಿಗಳನ್ನು ಹಿಡಿಯಬೇಕಾ ಎಂದು ಪ್ರಶ್ನಿಸಿವೆ. ಶಿಕ್ಷಣ ಸಂಸ್ಥೆಗಳ ಮೂಲ ಉದ್ದೇಶ ಮಕ್ಕಳಿಗೆ ಗುಣಮಟ್ಟದ ಶಿಕ್ಷಣ ನೀಡುವುದಾಗಿದ್ದು ಬೀದಿ ನಾಯಿಗಳ ನಿರ್ವಹಣೆ ಮತ್ತು ಮಾಹಿತಿ ಸಂಗ್ರಹಣೆ ತಮ್ಮ ಜವಾಬ್ದಾರಿಯಲ್ಲ, ಬದಲಾಗಿ ಬಿಬಿಎಂಪಿ ಅಥವಾ ಸಂಬಂಧಪಟ್ಟ ಇಲಾಖೆಗಳ ಕೆಲಸ ಎಂದು ಶಿಕ್ಷಕರು ಆಕ್ರೋಶ ವ್ಯಕ್ತಪಡಿಸಿದ್ದಾರೆ. ಸರ್ಕಾರದ ನಿರ್ದೇಶನಗಳಿಗೆ ಶಿಕ್ಷಣ ಸಂಸ್ಥೆಗಳು ಅಸಮಾಧಾನ ವ್ಯಕ್ತಪಡಿಸಿದ್ದು, ಈ ಆದೇಶವನ್ನು ಹಿಂಪಡೆಯುವಂತೆ ಆಗ್ರಹಿಸಿವೆ.	[25, 667, 240, 760]
chariot-col3: ರಥದ ಮುಕ್ತಿ ಬಾವುಟವನ್ನು 1,1,101 ರೂ.ಗೆ ಹರಾಜಿನಲ್ಲಿ ಭಕ್ತರೊಬ್ಬರು ಪಡೆದುಕೊಂಡರು. ಶಾಸಕರು ಜಾತ್ರೆಯಲ್ಲಿ ಪಾಲ್ಗೊಂಡು ದೇವರ ದರ್ಶನ ಪಡೆದರು. ಜಾತ್ರೆಯ ಅಂಗವಾಗಿ ದನಗಳ ಜಾತ್ರೆ ಮತ್ತು ಸಾಂಸ್ಕೃತಿಕ ಕಾರ್ಯಕ್ರಮಗಳು ನಡೆದವು. ಜಾತ್ರೆಯ ಅಂಗವಾಗಿ ಆಯೋಜಿಸಿದ್ದ ಕಾರ್ಯಕ್ರಮಗಳಲ್ಲಿ ಸಾವಿರಾರು ಭಕ್ತರು ಭಾಗವಹಿಸಿದ್ದರು.	[585, 1023, 742, 1116]
